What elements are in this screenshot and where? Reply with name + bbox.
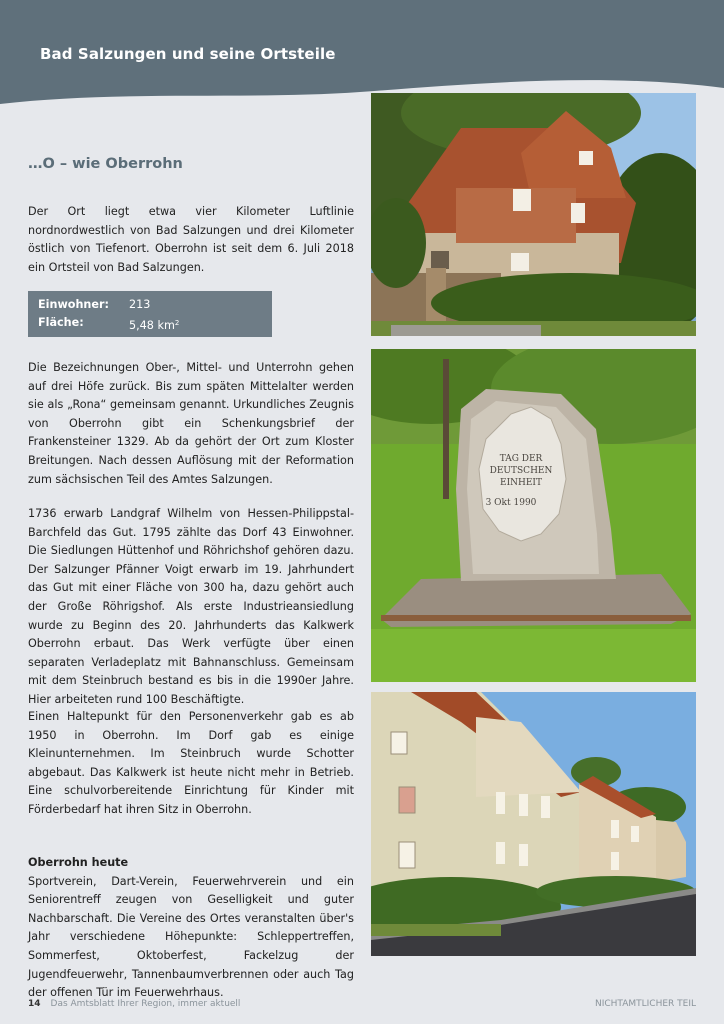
paragraph-today-text: Sportverein, Dart-Verein, Feuerwehrverein und ein Seniorentreff zeugen von Geselligkeit und guter Nachbarschaft. Die Vereine des Ortes veranstalten über's Jahr verschiedene Höhepunkte: Schleppertreffen, Sommerfest, Oktoberfest, Fackelzug der Jugendfeuerwehr, Tannenbaumverbrennen oder auch Tag der offenen Tür im Feuerwehrhaus. — [28, 874, 354, 1000]
stone-inscription-line3: EINHEIT — [500, 478, 542, 488]
photo-street — [371, 692, 696, 956]
paragraph-intro: Der Ort liegt etwa vier Kilometer Luftlinie nordnordwestlich von Bad Salzungen und drei Kilometer östlich von Tiefenort. Oberrohn ist seit dem 6. Juli 2018 ein Ortsteil von Bad Salzungen. — [28, 205, 354, 274]
fact-value-inhabitants: 213 — [129, 298, 151, 311]
page-number: 14 — [28, 999, 41, 1009]
page-title: Bad Salzungen und seine Ortsteile — [40, 45, 336, 63]
fact-label-inhabitants: Einwohner: — [38, 298, 109, 311]
subheading-today: Oberrohn heute — [28, 856, 129, 869]
paragraph-history: Die Bezeichnungen Ober-, Mittel- und Unterrohn gehen auf drei Höfe zurück. Bis zum späten Mittelalter werden sie als „Rona“ gemeinsam genannt. Urkundliches Zeugnis von Oberrohn gibt ein Schenkungsbrief der Frankensteiner 1329. Ab da gehört der Ort zum Kloster Breitungen. Nach dessen Auflösung mit der Reformation zum sächsischen Teil des Amtes Salzungen. — [28, 361, 354, 486]
paragraph-transport: Einen Haltepunkt für den Personenverkehr gab es ab 1950 in Oberrohn. Im Dorf gab es einige Kleinunternehmen. Im Steinbruch wurde Schotter abgebaut. Das Kalkwerk ist heute nicht mehr in Betrieb. Eine schulvorbereitende Einrichtung für Kinder mit Förderbedarf hat ihren Sitz in Oberrohn. — [28, 710, 354, 816]
stone-inscription-line2: DEUTSCHEN — [489, 466, 553, 476]
stone-inscription-date: 3 Okt 1990 — [485, 498, 537, 508]
footer-section-label: NICHTAMTLICHER TEIL — [594, 999, 696, 1009]
footer-left — [28, 999, 240, 1009]
photo-house — [371, 93, 696, 336]
stone-inscription-line1: TAG DER — [499, 454, 543, 464]
fact-label-area: Fläche: — [38, 316, 84, 329]
paragraph-today — [28, 854, 354, 1003]
footer-tagline: Das Amtsblatt Ihrer Region, immer aktuell — [50, 999, 241, 1009]
section-title: …O – wie Oberrohn — [28, 156, 183, 172]
photo-memorial-stone — [371, 349, 696, 682]
area-unit-exponent: 2 — [174, 319, 180, 327]
area-value: 5,48 km — [129, 319, 175, 332]
fact-box — [28, 291, 272, 337]
fact-value-area — [129, 314, 179, 335]
paragraph-industry: 1736 erwarb Landgraf Wilhelm von Hessen-Philippstal-Barchfeld das Gut. 1795 zählte das Dorf 43 Einwohner. Die Siedlungen Hüttenhof und Röhrichshof gehören dazu. Der Salzunger Pfänner Voigt erwarb im 19. Jahrhundert das Gut mit einer Fläche von 300 ha, dazu gehört auch der Große Röhrigshof. Als erste Industrieansiedlung wurde zu Beginn des 20. Jahrhunderts das Kalkwerk Oberrohn erbaut. Das Werk verfügte über einen separaten Verladeplatz mit Bahnanschluss. Gemeinsam mit dem Steinbruch bestand es bis in die 1990er Jahre. Hier arbeiteten rund 100 Beschäftigte. — [28, 507, 354, 706]
